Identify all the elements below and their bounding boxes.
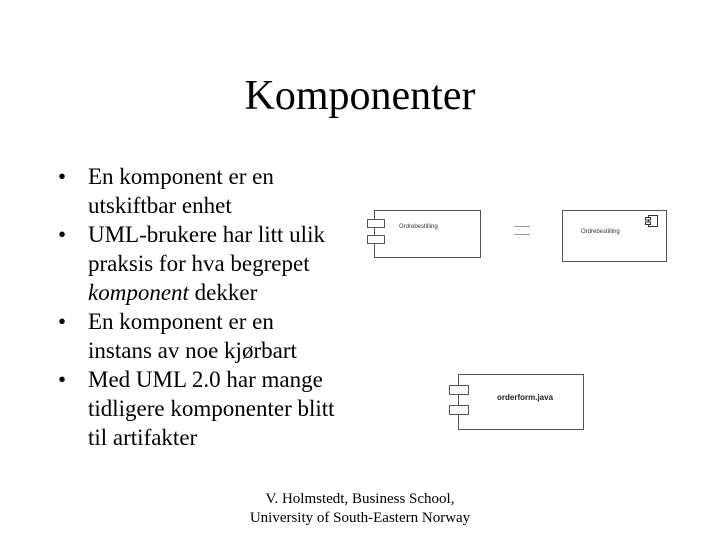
bullet-list bbox=[58, 162, 358, 452]
bullet-text-emphasis: komponent bbox=[88, 280, 189, 305]
uml1-component bbox=[374, 210, 481, 258]
bullet-item bbox=[58, 162, 358, 220]
footer-line: University of South-Eastern Norway bbox=[249, 510, 471, 526]
bullet-text-line: En komponent er en bbox=[88, 309, 274, 334]
bullet-text-line: tidligere komponenter blitt bbox=[88, 396, 335, 421]
bullet-dot: • bbox=[58, 222, 67, 247]
footer-line: V. Holmstedt, Business School, bbox=[265, 491, 455, 507]
bullet-text-line: Med UML 2.0 har mange bbox=[88, 367, 323, 392]
bullet-dot: • bbox=[58, 367, 67, 392]
equals-sign bbox=[514, 226, 530, 235]
uml2-component bbox=[562, 210, 667, 262]
bullet-text-line: UML-brukere har litt ulik bbox=[88, 222, 325, 247]
bullet-item bbox=[58, 307, 358, 365]
bullet-text-line: praksis for hva begrepet bbox=[88, 251, 310, 276]
bullet-dot: • bbox=[58, 309, 67, 334]
component-label: Ordrebestilling bbox=[399, 224, 438, 230]
bullet-item bbox=[58, 365, 358, 452]
artifact-label: orderform.java bbox=[497, 393, 554, 402]
slide-title: Komponenter bbox=[244, 73, 476, 119]
bullet-text-line: En komponent er en bbox=[88, 164, 274, 189]
bullet-dot: • bbox=[58, 164, 67, 189]
component-tab bbox=[449, 385, 469, 395]
bullet-text-line: instans av noe kjørbart bbox=[88, 338, 297, 363]
bullet-text-line: utskiftbar enhet bbox=[88, 193, 232, 218]
component-tab bbox=[449, 405, 469, 415]
bullet-item bbox=[58, 220, 358, 307]
bullet-text-line: dekker bbox=[188, 280, 258, 305]
component-label: Ordrebestilling bbox=[581, 229, 620, 235]
component-tab bbox=[367, 235, 385, 244]
bullet-text-line: til artifakter bbox=[88, 425, 198, 450]
component-icon bbox=[645, 215, 659, 227]
artifact-component bbox=[458, 374, 584, 430]
footer bbox=[230, 490, 490, 528]
component-tab bbox=[367, 219, 385, 228]
